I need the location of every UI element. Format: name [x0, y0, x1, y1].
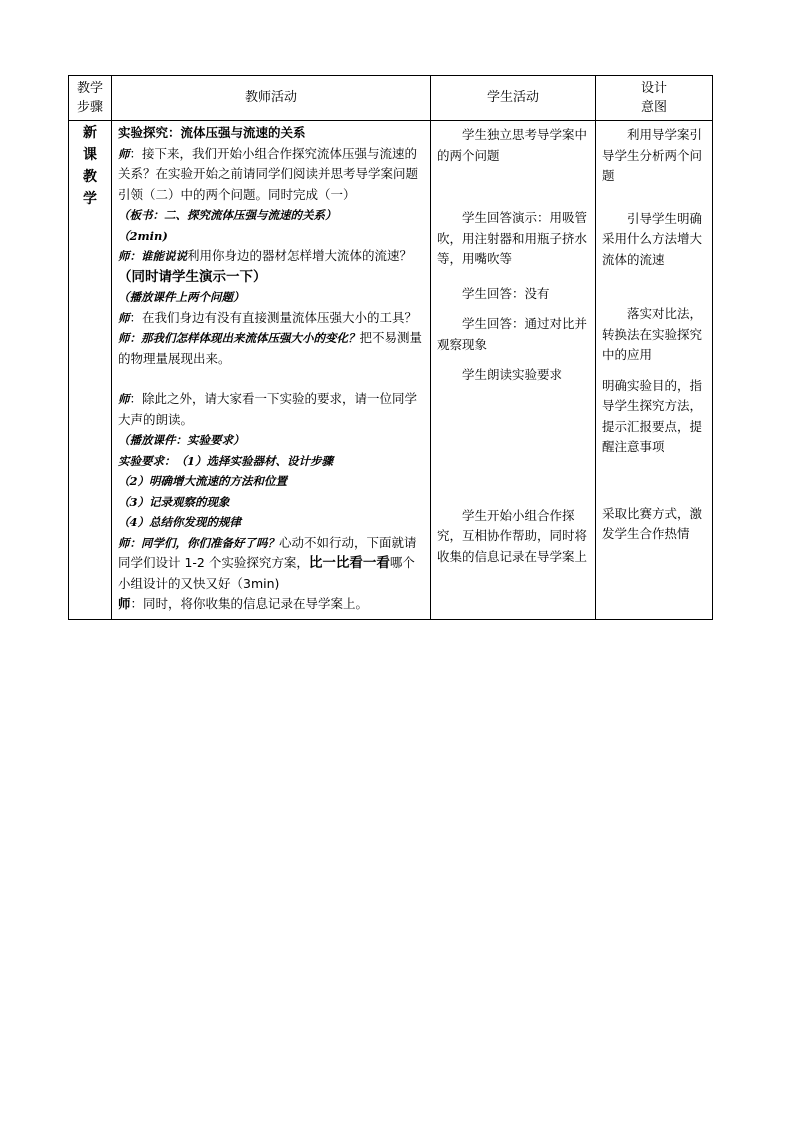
teacher-note: （板书：二、探究流体压强与流速的关系）	[118, 208, 337, 222]
teacher-text: ：接下来，我们开始小组合作探究流体压强与流速的关系？在实验开始之前请同学们阅读并思考导学案问题引领（二）中的两个问题。同时完成（一）	[118, 145, 419, 202]
student-item: 学生回答：没有	[462, 285, 550, 301]
lesson-plan-table	[68, 75, 713, 620]
header-design	[596, 76, 713, 121]
speaker-label: 师	[118, 392, 130, 406]
header-step	[69, 76, 112, 121]
student-activity-cell	[431, 121, 596, 620]
header-student: 学生活动	[431, 76, 596, 121]
speaker-label: 师	[118, 146, 130, 161]
header-step-line2: 步骤	[76, 100, 103, 115]
design-item: 采取比赛方式，激发学生合作热情	[602, 505, 703, 541]
table-header-row	[69, 76, 713, 121]
teacher-line	[118, 308, 426, 329]
speaker-label: 师	[118, 596, 131, 611]
stage-cell	[69, 121, 112, 620]
student-item: 学生回答：通过对比并观察现象	[437, 316, 588, 352]
spacer	[437, 386, 591, 506]
teacher-activity-cell	[112, 121, 431, 620]
stage-char: 新	[83, 125, 97, 141]
teacher-line	[118, 594, 426, 615]
student-item: 学生开始小组合作探究，互相协作帮助，同时将收集的信息记录在导学案上	[437, 507, 588, 564]
student-item: 学生回答演示：用吸管吹，用注射器和用瓶子挤水等，用嘴吹等	[437, 210, 588, 266]
spacer	[118, 369, 426, 389]
stage-char: 学	[83, 191, 97, 207]
header-design-line1: 设计	[640, 81, 667, 96]
teacher-note: （播放课件：实验要求）	[118, 433, 245, 447]
spacer	[437, 270, 591, 284]
teacher-emphasis: 比一比看一看	[308, 555, 390, 571]
speaker-label: 师：谁能说说	[118, 249, 187, 263]
table-row-new-lesson	[69, 121, 713, 620]
teacher-text: ：除此之外，请大家看一下实验的要求，请一位同学大声的朗读。	[118, 391, 418, 427]
teacher-text: ：在我们身边有没有直接测量流体压强大小的工具？	[129, 309, 418, 325]
experiment-requirement: （4）总结你发现的规律	[118, 515, 242, 529]
student-item: 学生独立思考导学案中的两个问题	[437, 127, 588, 163]
header-design-line2: 意图	[640, 100, 667, 115]
design-intent-cell	[596, 121, 713, 620]
stage-char: 课	[83, 147, 97, 163]
experiment-requirement: 实验要求：（1）选择实验器材、设计步骤	[118, 453, 333, 468]
teacher-line	[118, 144, 426, 206]
stage-char: 教	[83, 169, 97, 185]
spacer	[602, 366, 710, 376]
teacher-text: 把不易测量的物理量展现出来。	[118, 330, 423, 366]
speaker-label: 师：同学们，你们准备好了吗？	[118, 535, 279, 550]
design-item: 引导学生明确采用什么方法增大流体的流速	[602, 210, 703, 267]
design-item: 落实对比法，转换法在实验探究中的应用	[602, 306, 703, 362]
design-item: 利用导学案引导学生分析两个问题	[602, 127, 703, 183]
teacher-line	[118, 246, 426, 287]
teacher-note: （播放课件上两个问题）	[118, 290, 245, 304]
speaker-label: 师	[118, 310, 130, 325]
spacer	[602, 270, 710, 304]
teacher-text: 利用你身边的器材怎样增大流体的流速？	[187, 248, 413, 263]
teacher-line	[118, 533, 426, 595]
teacher-emphasis: （同时请学生演示一下）	[118, 268, 267, 285]
design-item: 明确实验目的，指导学生探究方法，提示汇报要点，提醒注意事项	[602, 377, 703, 454]
header-step-line1: 教学	[76, 81, 103, 96]
header-teacher: 教师活动	[112, 76, 431, 121]
spacer	[437, 166, 591, 208]
speaker-label: 师：那我们怎样体现出来流体压强大小的变化？	[118, 331, 360, 345]
spacer	[602, 187, 710, 209]
teacher-title: 实验探究：流体压强与流速的关系	[118, 125, 306, 140]
teacher-text: 心动不如行动，下面就请同学们设计 1-2 个实验探究方案，	[118, 534, 417, 570]
teacher-text: ：同时，将你收集的信息记录在导学案上。	[130, 596, 369, 611]
spacer	[602, 458, 710, 504]
student-item: 学生朗读实验要求	[462, 367, 563, 382]
spacer	[437, 304, 591, 314]
teacher-text: 哪个小组设计的又快又好（3min)	[118, 555, 415, 591]
teacher-line	[118, 389, 426, 430]
experiment-requirement: （3）记录观察的现象	[118, 494, 230, 509]
teacher-line	[118, 328, 426, 369]
experiment-requirement: （2）明确增大流速的方法和位置	[118, 474, 287, 488]
spacer	[437, 355, 591, 365]
teacher-note: （2min)	[118, 228, 168, 243]
